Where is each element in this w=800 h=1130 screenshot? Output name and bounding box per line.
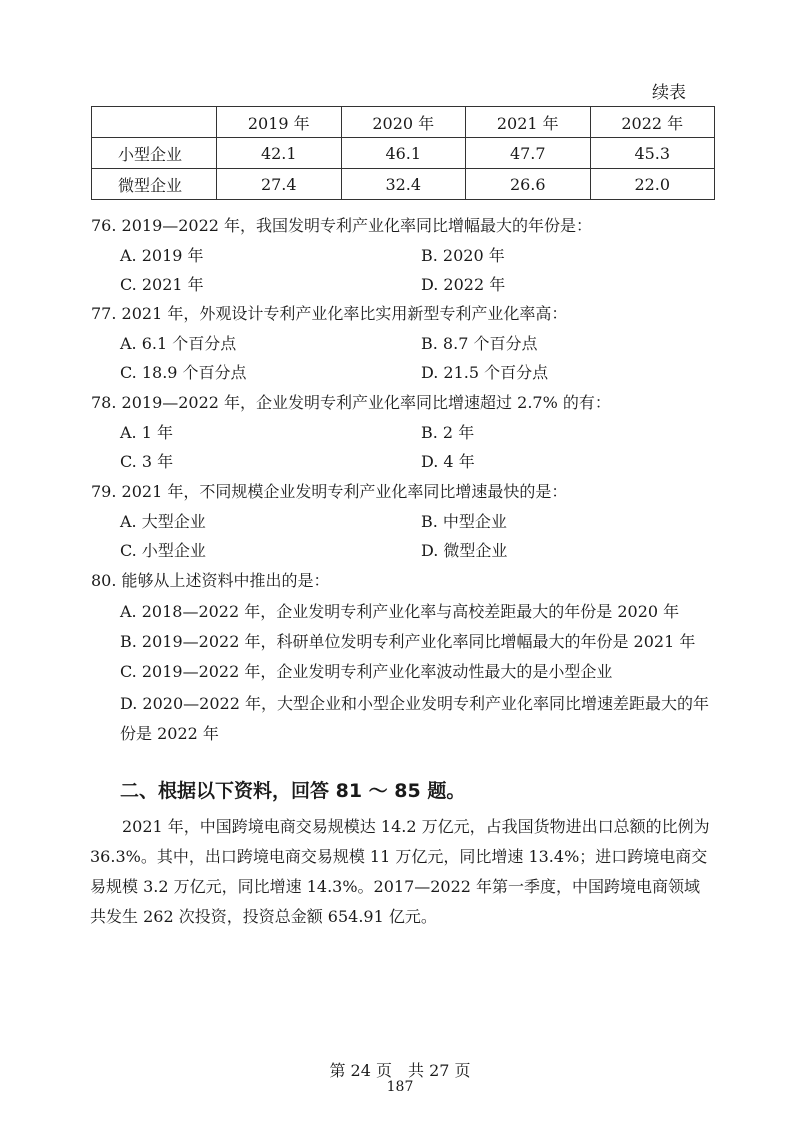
question-76-option-c: C. 2021 年 bbox=[120, 275, 204, 294]
question-79-option-b: B. 中型企业 bbox=[421, 512, 507, 531]
table-row bbox=[92, 138, 715, 169]
row-label: 小型企业 bbox=[92, 138, 217, 169]
column-header: 2021 年 bbox=[466, 107, 591, 138]
table-cell: 47.7 bbox=[466, 138, 591, 169]
question-80-option-c: C. 2019—2022 年，企业发明专利产业化率波动性最大的是小型企业 bbox=[120, 662, 613, 681]
question-78-stem: 78. 2019—2022 年，企业发明专利产业化率同比增速超过 2.7% 的有： bbox=[91, 393, 611, 412]
table-cell: 42.1 bbox=[217, 138, 342, 169]
question-79-option-a: A. 大型企业 bbox=[120, 512, 206, 531]
table-row bbox=[92, 169, 715, 200]
question-80-option-b: B. 2019—2022 年，科研单位发明专利产业化率同比增幅最大的年份是 2021 年 bbox=[120, 632, 696, 651]
table-corner-cell bbox=[92, 107, 217, 138]
table-continued-label: 续表 bbox=[652, 83, 686, 103]
question-78-option-a: A. 1 年 bbox=[120, 423, 173, 442]
question-77-stem: 77. 2021 年，外观设计专利产业化率比实用新型专利产业化率高： bbox=[91, 304, 568, 323]
table-cell: 45.3 bbox=[590, 138, 715, 169]
page-label: 第 24 页 共 27 页 bbox=[329, 1061, 471, 1080]
question-78-option-d: D. 4 年 bbox=[421, 452, 475, 471]
question-79-stem: 79. 2021 年，不同规模企业发明专利产业化率同比增速最快的是： bbox=[91, 482, 568, 501]
question-80-stem: 80. 能够从上述资料中推出的是： bbox=[91, 571, 330, 590]
table-cell: 46.1 bbox=[341, 138, 466, 169]
question-79-option-d: D. 微型企业 bbox=[421, 541, 508, 560]
question-77-option-d: D. 21.5 个百分点 bbox=[421, 363, 549, 382]
row-label: 微型企业 bbox=[92, 169, 217, 200]
table-cell: 32.4 bbox=[341, 169, 466, 200]
question-77-option-b: B. 8.7 个百分点 bbox=[421, 334, 538, 353]
data-table bbox=[91, 106, 715, 200]
section-title: 二、根据以下资料，回答 81 ～ 85 题。 bbox=[120, 780, 466, 802]
column-header: 2019 年 bbox=[217, 107, 342, 138]
table-header-row bbox=[92, 107, 715, 138]
question-80-option-d: D. 2020—2022 年，大型企业和小型企业发明专利产业化率同比增速差距最大的年份是 2022 年 bbox=[120, 694, 709, 743]
table-cell: 26.6 bbox=[466, 169, 591, 200]
question-77-option-a: A. 6.1 个百分点 bbox=[120, 334, 237, 353]
table-cell: 22.0 bbox=[590, 169, 715, 200]
question-77-option-c: C. 18.9 个百分点 bbox=[120, 363, 247, 382]
table-cell: 27.4 bbox=[217, 169, 342, 200]
page-number: 187 bbox=[386, 1079, 414, 1095]
question-76-option-a: A. 2019 年 bbox=[120, 246, 204, 265]
column-header: 2022 年 bbox=[590, 107, 715, 138]
question-76-option-d: D. 2022 年 bbox=[421, 275, 506, 294]
column-header: 2020 年 bbox=[341, 107, 466, 138]
question-76-stem: 76. 2019—2022 年，我国发明专利产业化率同比增幅最大的年份是： bbox=[91, 216, 593, 235]
question-78-option-b: B. 2 年 bbox=[421, 423, 475, 442]
question-79-option-c: C. 小型企业 bbox=[120, 541, 206, 560]
question-76-option-b: B. 2020 年 bbox=[421, 246, 505, 265]
question-78-option-c: C. 3 年 bbox=[120, 452, 174, 471]
question-80-option-a: A. 2018—2022 年，企业发明专利产业化率与高校差距最大的年份是 2020 年 bbox=[120, 602, 680, 621]
section-paragraph: 2021 年，中国跨境电商交易规模达 14.2 万亿元，占我国货物进出口总额的比例为 36.3%。其中，出口跨境电商交易规模 11 万亿元，同比增速 13.4%；进口跨境电商交易规模 3.2 万亿元，同比增速 14.3%。2017—2022 年第一季度，中国跨境电商领域共发生 262 次投资，投资总金额 654.91 亿元。 bbox=[90, 817, 710, 926]
